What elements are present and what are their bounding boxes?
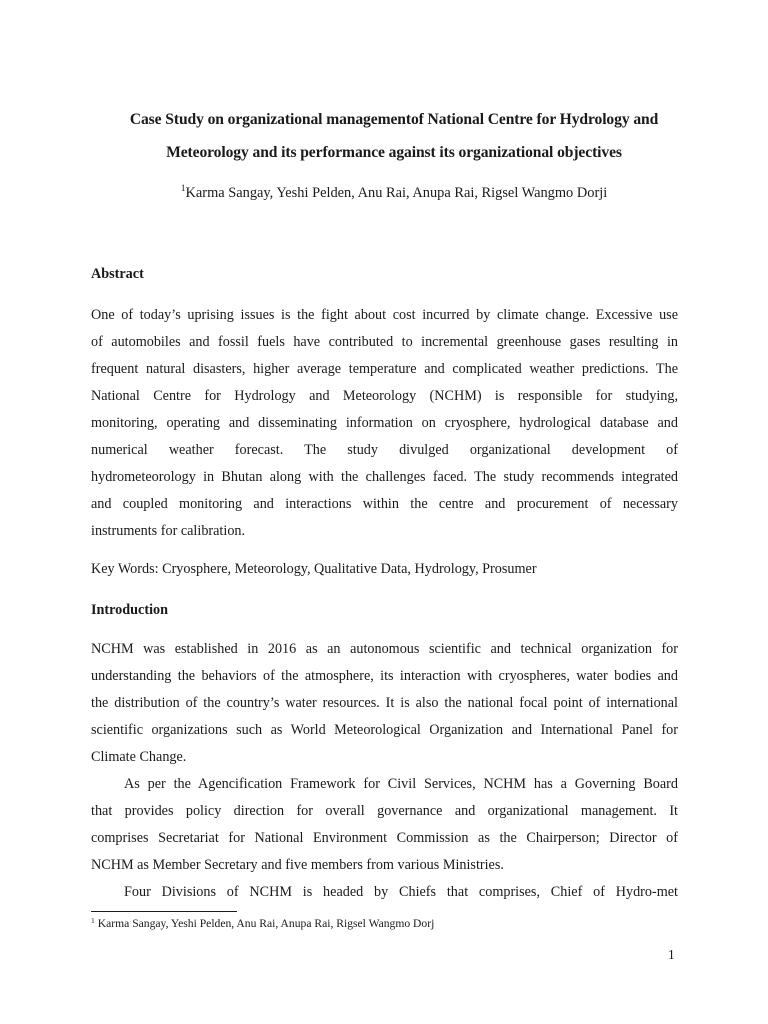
page-number: 1 (668, 947, 675, 962)
footnote-marker: 1 (91, 916, 95, 925)
introduction-heading: Introduction (91, 602, 168, 618)
footnote-text: Karma Sangay, Yeshi Pelden, Anu Rai, Anupa Rai, Rigsel Wangmo Dorj (97, 917, 435, 930)
title-line-1: Case Study on organizational managementof National Centre for Hydrology and (129, 111, 659, 128)
intro-line: Climate Change. (91, 749, 187, 765)
introduction-paragraphs (91, 636, 678, 906)
intro-line: As per the Agencification Framework for Civil Services, NCHM has a Governing Board (124, 776, 678, 792)
abstract-line: instruments for calibration. (91, 523, 246, 539)
abstract-line: numerical weather forecast. The study divulged organizational development of (91, 442, 678, 458)
intro-line: the distribution of the country’s water resources. It is also the national focal point of international (91, 695, 678, 711)
abstract-line: National Centre for Hydrology and Meteorology (NCHM) is responsible for studying, (91, 388, 678, 404)
footnote (91, 916, 434, 932)
abstract-line: monitoring, operating and disseminating information on cryosphere, hydrological database and (91, 415, 678, 431)
abstract-heading: Abstract (91, 266, 144, 282)
abstract-line: hydrometeorology in Bhutan along with the challenges faced. The study recommends integrated (91, 469, 678, 485)
intro-line: NCHM was established in 2016 as an autonomous scientific and technical organization for (91, 641, 678, 657)
paper-title (80, 103, 708, 169)
intro-line: scientific organizations such as World Meteorological Organization and International Panel for (91, 722, 678, 738)
title-line-2: Meteorology and its performance against its organizational objectives (166, 144, 622, 161)
intro-line: NCHM as Member Secretary and five members from various Ministries. (91, 857, 504, 873)
author-footnote-marker: 1 (180, 184, 186, 194)
intro-line: Four Divisions of NCHM is headed by Chiefs that comprises, Chief of Hydro-met (124, 884, 678, 900)
abstract-line: and coupled monitoring and interactions within the centre and procurement of necessary (91, 496, 678, 512)
intro-line: that provides policy direction for overall governance and organizational management. It (91, 803, 678, 819)
abstract-paragraph (91, 302, 678, 545)
intro-line: understanding the behaviors of the atmosphere, its interaction with cryospheres, water bodies and (91, 668, 678, 684)
keywords-line: Key Words: Cryosphere, Meteorology, Qualitative Data, Hydrology, Prosumer (91, 561, 537, 577)
intro-line: comprises Secretariat for National Environment Commission as the Chairperson; Director of (91, 830, 678, 846)
author-line (80, 183, 708, 203)
abstract-line: frequent natural disasters, higher average temperature and complicated weather predictions. The (91, 361, 678, 377)
author-names: Karma Sangay, Yeshi Pelden, Anu Rai, Anupa Rai, Rigsel Wangmo Dorji (185, 185, 608, 201)
footnote-separator (91, 911, 237, 912)
abstract-line: One of today’s uprising issues is the fight about cost incurred by climate change. Excessive use (91, 307, 678, 323)
abstract-line: of automobiles and fossil fuels have contributed to incremental greenhouse gases resulting in (91, 334, 678, 350)
